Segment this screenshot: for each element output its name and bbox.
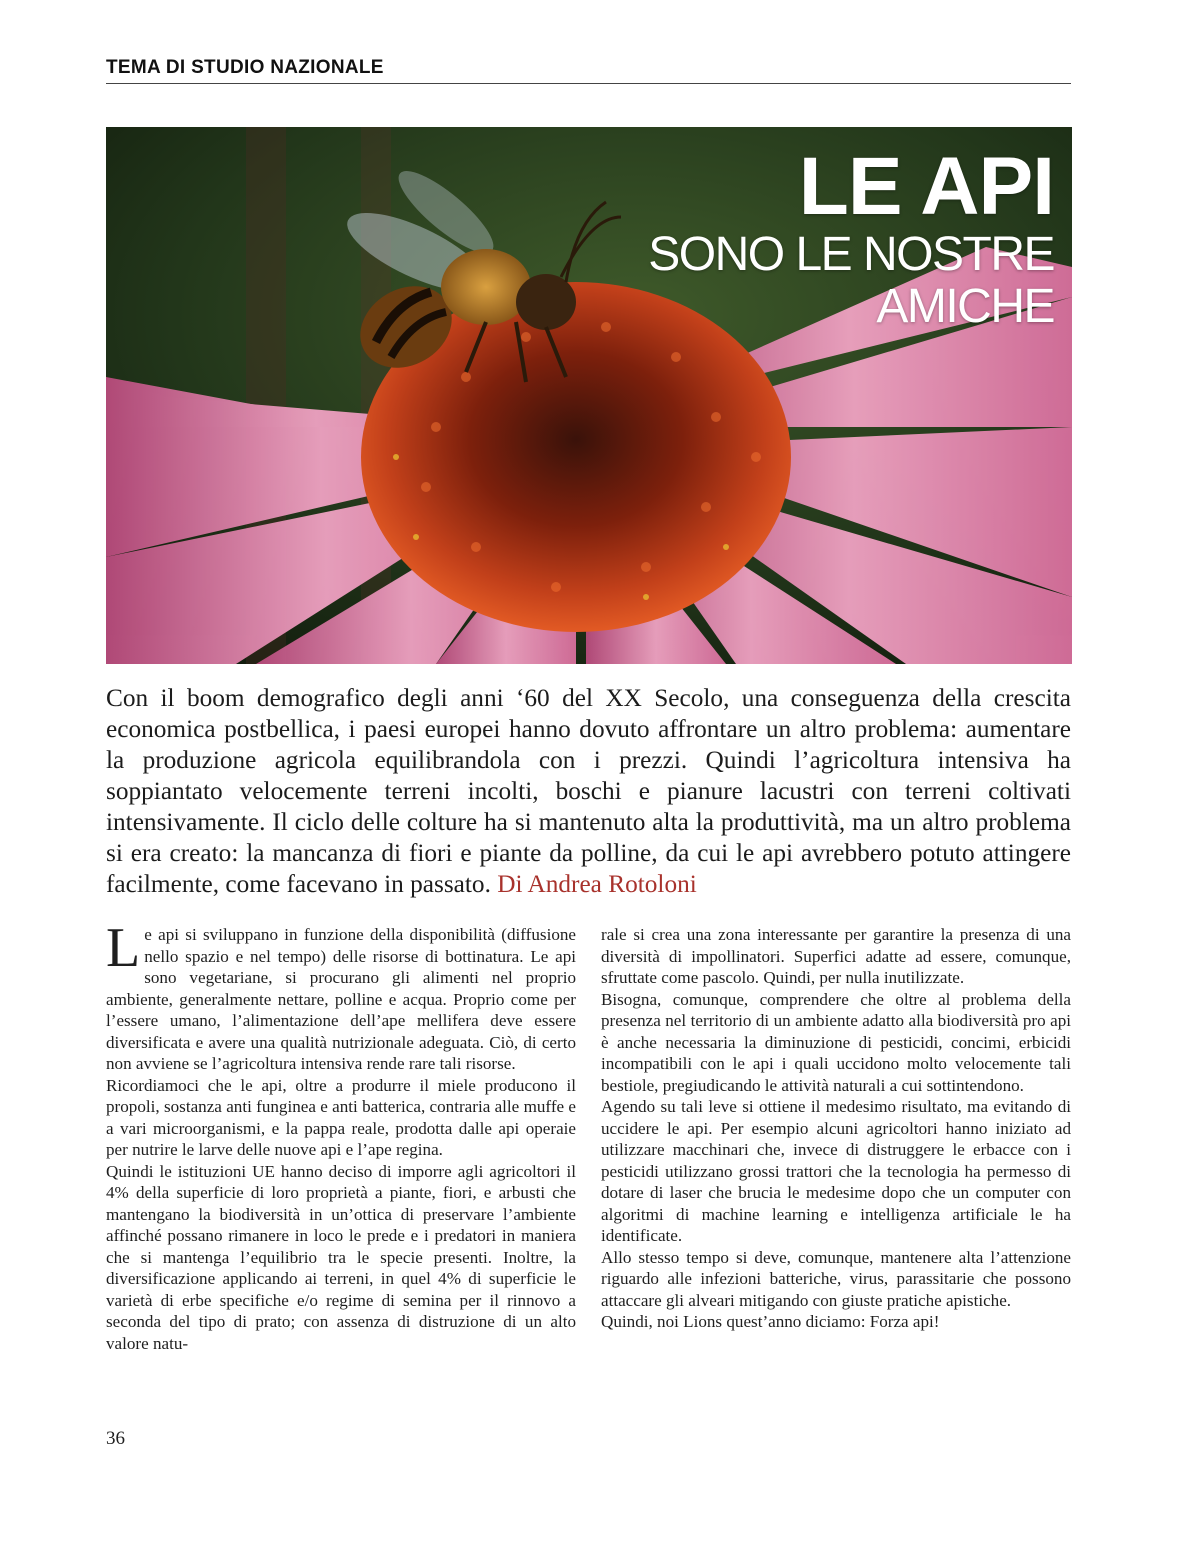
article-paragraph: Quindi, noi Lions quest’anno diciamo: Forza api! (601, 1312, 940, 1331)
page-number: 36 (106, 1428, 125, 1449)
article-paragraph: Quindi le istituzioni UE hanno deciso di imporre agli agricoltori il 4% della superficie di loro proprietà a piante, fiori, e arbusti che mantengano la biodiversità in un’ottica di preservare l’ambiente affinché possano rimanere in loco le prede e i predatori in maniera che si mantenga l’equilibrio tra le specie presenti. Inoltre, la diversificazione applicando ai terreni, in quel 4% di superficie le varietà di erbe specifiche e/o regime di semina per il rinnovo a seconda del tipo di prato; con assenza di distruzione di un alto valore natu- (106, 1161, 576, 1353)
article-paragraph: Allo stesso tempo si deve, comunque, mantenere alta l’attenzione riguardo alle infezioni batteriche, virus, parassitarie che possono attaccare gli alveari mitigando con giuste pratiche apistiche. (601, 1247, 1071, 1310)
paragraph-text: e api si sviluppano in funzione della disponibilità (diffusione nello spazio e nel tempo) delle risorse di bottinatura. Le api sono vegetariane, si procurano gli alimenti nel proprio ambiente, generalmente nettare, polline e acqua. Proprio come per l’essere umano, l’alimentazione dell’ape mellifera deve essere diversificata e avere una qualità nutrizionale adeguata. Ciò, di certo non avviene se l’agricoltura intensiva rende rare tali risorse. (106, 925, 576, 1073)
hero-title-sub-2: AMICHE (876, 280, 1054, 333)
article-paragraph: Ricordiamoci che le api, oltre a produrre il miele producono il propoli, sostanza anti funginea e anti batterica, contraria alle muffe e a vari microorganismi, e la pappa reale, prodotta dalle api operaie per nutrire le larve delle nuove api e l’ape regina. (106, 1075, 576, 1159)
hero-title-main: LE API (798, 141, 1054, 232)
article-paragraph: rale si crea una zona interessante per garantire la presenza di una diversità di impollinatori. Superfici adatte ad essere, comunque, sfruttate come pascolo. Quindi, per nulla inutilizzate. (601, 925, 1071, 987)
drop-cap: L (106, 917, 141, 979)
lead-paragraph (106, 683, 1071, 900)
hero-title (648, 141, 1054, 333)
article-paragraph: Bisogna, comunque, comprendere che oltre al problema della presenza nel territorio di un ambiente adatto alla biodiversità pro api è anche necessaria la diminuzione di pesticidi, concimi, erbicidi incompatibili con le api i quali uccidono molto velocemente tali bestiole, pregiudicando le attività naturali a cui sottintendono. (601, 989, 1071, 1095)
hero-title-sub-1: SONO LE NOSTRE (648, 228, 1054, 281)
article-paragraph (106, 917, 576, 1075)
article-column-right (601, 924, 1071, 1333)
hero-image (106, 127, 1072, 664)
section-header: TEMA DI STUDIO NAZIONALE (106, 57, 1071, 84)
lead-text: Con il boom demografico degli anni ‘60 del XX Secolo, una conseguenza della crescita economica postbellica, i paesi europei hanno dovuto affrontare un altro problema: aumentare la produzione agricola equilibrandola con i prezzi. Quindi l’agricoltura intensiva ha soppiantato velocemente terreni incolti, boschi e pianure lacustri con terreni coltivati intensivamente. Il ciclo delle colture ha si mantenuto alta la produttività, ma un altro problema si era creato: la mancanza di fiori e piante da polline, da cui le api avrebbero potuto attingere facilmente, come facevano in passato. (106, 684, 1071, 898)
author-byline: Di Andrea Rotoloni (497, 870, 697, 898)
article-paragraph: Agendo su tali leve si ottiene il medesimo risultato, ma evitando di uccidere le api. Per esempio alcuni agricoltori hanno iniziato ad utilizzare macchinari che, invece di distruggere le erbacce con i pesticidi utilizzano grossi trattori che la tecnologia ha permesso di dotare di laser che brucia le medesime dopo che un computer con algoritmi di machine learning e intelligenza artificiale le ha identificate. (601, 1097, 1071, 1245)
article-column-left (106, 917, 576, 1354)
